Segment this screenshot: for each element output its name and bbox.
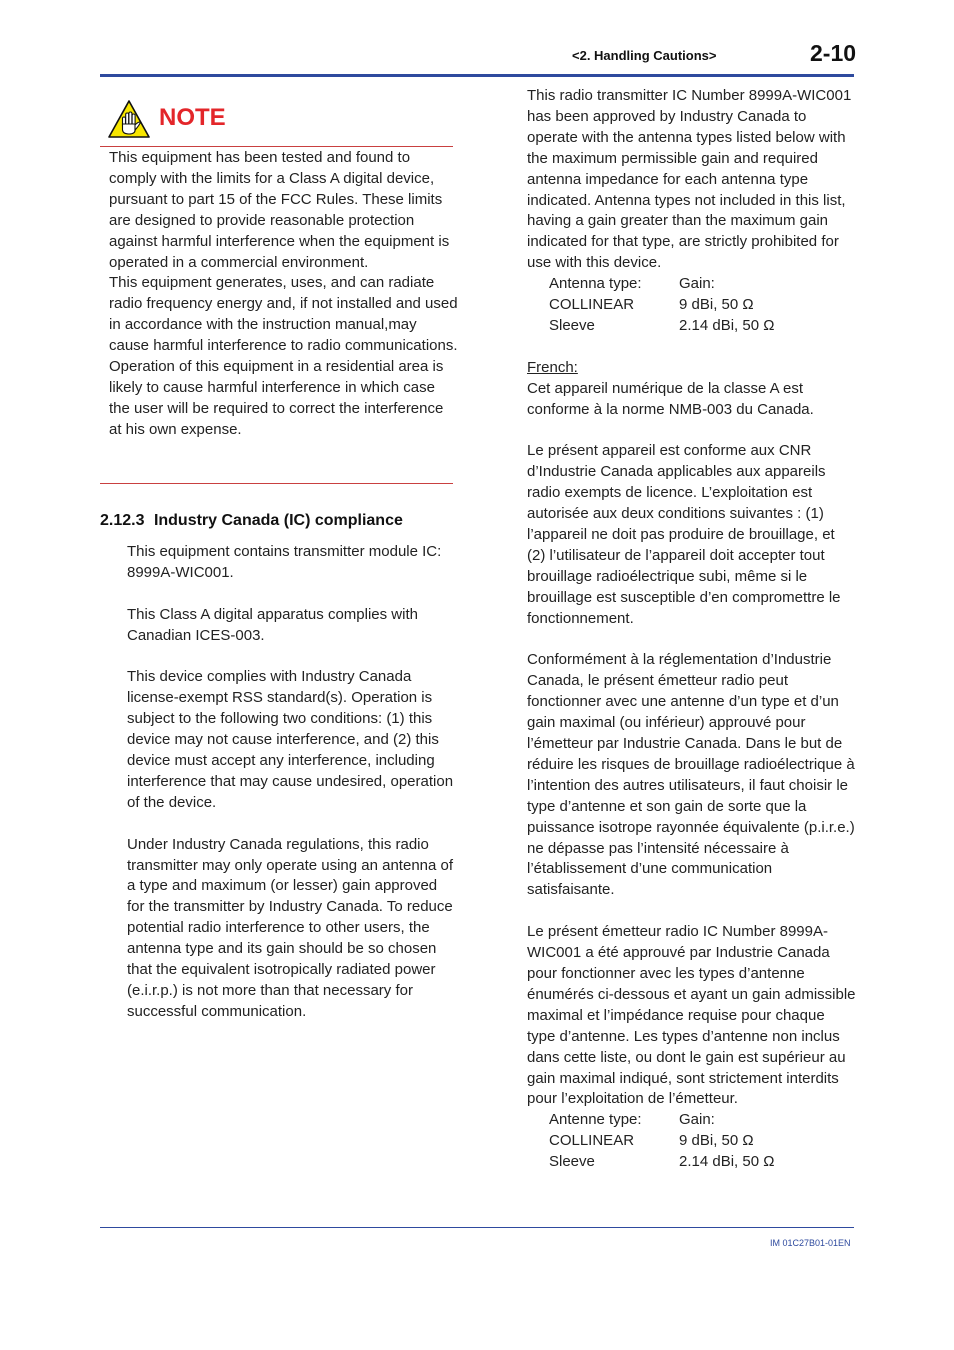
- right-column-body: [527, 86, 857, 1173]
- body-paragraph: Conformément à la réglementation d’Industrie Canada, le présent émetteur radio peut fonctionner avec une antenne d’un type et d’un gain maximal (ou inférieur) approuvé pour l’émetteur par Industrie Canada. Dans le but de réduire les risques de brouillage radioélectrique à l’intention des autres utilisateurs, il faut choisir le type d’antenne et son gain de sorte que la puissance isotrope rayonnée équivalente (p.i.r.e.) ne dépasse pas l’intensité nécessaire à l’établissement d’une communication satisfaisante.: [527, 651, 855, 899]
- note-rule-top: [100, 146, 453, 147]
- french-label: French:: [527, 358, 578, 376]
- antenna-table-header: [527, 1110, 857, 1131]
- gain-cell: 9 dBi, 50 Ω: [679, 1132, 754, 1150]
- antenna-type-header: Antenna type:: [549, 275, 642, 293]
- antenna-table-row: [527, 1131, 857, 1152]
- body-paragraph: Under Industry Canada regulations, this radio transmitter may only operate using an antenna of a type and maximum (or lesser) gain approved for the transmitter by Industry Canada. To reduce potential radio interference to other users, the antenna type and its gain should be so chosen that the equivalent isotropically radiated power (e.i.r.p.) is not more than that necessary for successful communication.: [127, 835, 454, 1020]
- footer-rule: [100, 1227, 854, 1228]
- antenna-table-row: [527, 1152, 857, 1173]
- section-label: <2. Handling Cautions>: [572, 48, 717, 63]
- body-paragraph: Le présent émetteur radio IC Number 8999A-WIC001 a été approuvé par Industrie Canada pour fonctionner avec les types d’antenne énumérés ci-dessous et ayant un gain admissible maximal et l’impédance requise pour chaque type d’antenne. Les types d’antenne non inclus dans cette liste, ou dont le gain est supérieur au gain maximal indiqué, sont strictement interdits pour l’exploitation de l’émetteur.: [527, 923, 856, 1108]
- antenna-type-cell: Sleeve: [549, 1153, 595, 1171]
- document-code: IM 01C27B01-01EN: [770, 1238, 851, 1248]
- gain-header: Gain:: [679, 275, 715, 293]
- body-paragraph: This Class A digital apparatus complies with Canadian ICES-003.: [127, 605, 418, 644]
- body-paragraph: This radio transmitter IC Number 8999A-WIC001 has been approved by Industry Canada to operate with the antenna types listed below with the maximum permissible gain and required antenna impedance for each antenna type indicated. Antenna types not included in this list, having a gain greater than the maximum gain indicated for that type, are strictly prohibited for use with this device.: [527, 87, 852, 272]
- antenna-type-cell: Sleeve: [549, 316, 595, 334]
- body-paragraph: Le présent appareil est conforme aux CNR d’Industrie Canada applicables aux appareils radio exempts de licence. L’exploitation est autorisée aux deux conditions suivantes : (1) l’appareil ne doit pas produire de brouillage, et (2) l’utilisateur de l’appareil doit accepter tout brouillage radioélectrique subi, même si le brouillage est susceptible d’en compromettre le fonctionnement.: [527, 442, 841, 627]
- body-paragraph: This equipment contains transmitter module IC: 8999A-WIC001.: [127, 543, 442, 581]
- body-paragraph: Cet appareil numérique de la classe A est conforme à la norme NMB-003 du Canada.: [527, 379, 814, 418]
- body-paragraph: This device complies with Industry Canada license-exempt RSS standard(s). Operation is subject to the following two conditions: (1) this device may not cause interference, and (2) this device must accept any interference, including interference that may cause undesired, operation of the device.: [127, 668, 454, 811]
- gain-cell: 2.14 dBi, 50 Ω: [679, 1153, 775, 1171]
- gain-header: Gain:: [679, 1111, 715, 1129]
- section-title: Industry Canada (IC) compliance: [153, 512, 403, 529]
- antenna-type-cell: COLLINEAR: [549, 1132, 635, 1150]
- antenna-table-row: [527, 316, 857, 337]
- note-body: [109, 148, 459, 441]
- antenna-type-header: Antenne type:: [549, 1111, 642, 1129]
- note-rule-bottom: [100, 483, 453, 484]
- antenna-table-en: [527, 274, 857, 337]
- antenna-table-header: [527, 274, 857, 295]
- gain-cell: 9 dBi, 50 Ω: [679, 296, 754, 314]
- note-paragraph: This equipment has been tested and found to comply with the limits for a Class A digital device, pursuant to part 15 of the FCC Rules. These limits are designed to provide reasonable protection against harmful interference when the equipment is operated in a commercial environment.: [109, 149, 450, 271]
- section-number: 2.12.3: [100, 512, 145, 529]
- warning-hand-icon: [108, 100, 150, 138]
- antenna-table-fr: [527, 1110, 857, 1173]
- note-paragraph: This equipment generates, uses, and can radiate radio frequency energy and, if not installed and used in accordance with the instruction manual,may cause harmful interference to radio communications. Operation of this equipment in a residential area is likely to cause harmful interference in which case the user will be required to correct the interference at his own expense.: [109, 274, 458, 438]
- section-heading: [100, 512, 403, 530]
- header-rule: [100, 74, 854, 77]
- note-title: NOTE: [159, 104, 226, 131]
- antenna-table-row: [527, 295, 857, 316]
- page-number: 2-10: [810, 40, 857, 66]
- gain-cell: 2.14 dBi, 50 Ω: [679, 316, 775, 334]
- left-column-body: [127, 542, 457, 1023]
- antenna-type-cell: COLLINEAR: [549, 296, 635, 314]
